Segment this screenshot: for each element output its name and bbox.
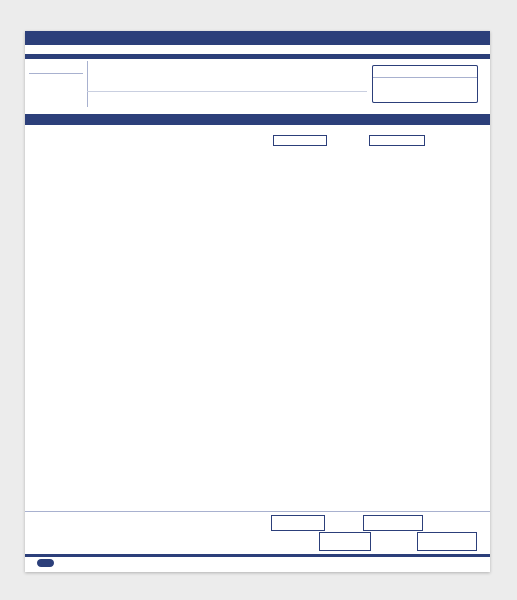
letter-index-bar	[25, 31, 490, 45]
saldo-header	[25, 114, 83, 125]
ledger-sheet	[25, 31, 490, 572]
header-line	[87, 91, 367, 92]
footer-bar	[25, 554, 490, 557]
riportare-avere-box[interactable]	[417, 532, 477, 551]
riporto-dare-box[interactable]	[369, 135, 425, 146]
descrizione-header	[127, 114, 261, 125]
account-info-box[interactable]	[372, 65, 478, 103]
bottom-rule	[25, 511, 490, 512]
alq-header	[261, 114, 273, 125]
avere-header	[423, 114, 477, 125]
box-divider	[373, 77, 477, 78]
riportare-dare-box[interactable]	[363, 515, 423, 531]
date-ruler	[29, 73, 83, 74]
dadi-logo	[37, 559, 54, 567]
data-header	[105, 114, 127, 125]
imponibile-header	[273, 114, 325, 125]
riportare-iva-box[interactable]	[319, 532, 371, 551]
contropartita-header	[83, 114, 105, 126]
iva-header	[325, 114, 369, 125]
number-index-row	[25, 45, 490, 53]
riportare-imponibile-box[interactable]	[271, 515, 325, 531]
header-divider	[87, 61, 88, 107]
roman-index-row	[25, 54, 490, 59]
riporto-imponibile-box[interactable]	[273, 135, 327, 146]
dare-header	[369, 114, 423, 125]
